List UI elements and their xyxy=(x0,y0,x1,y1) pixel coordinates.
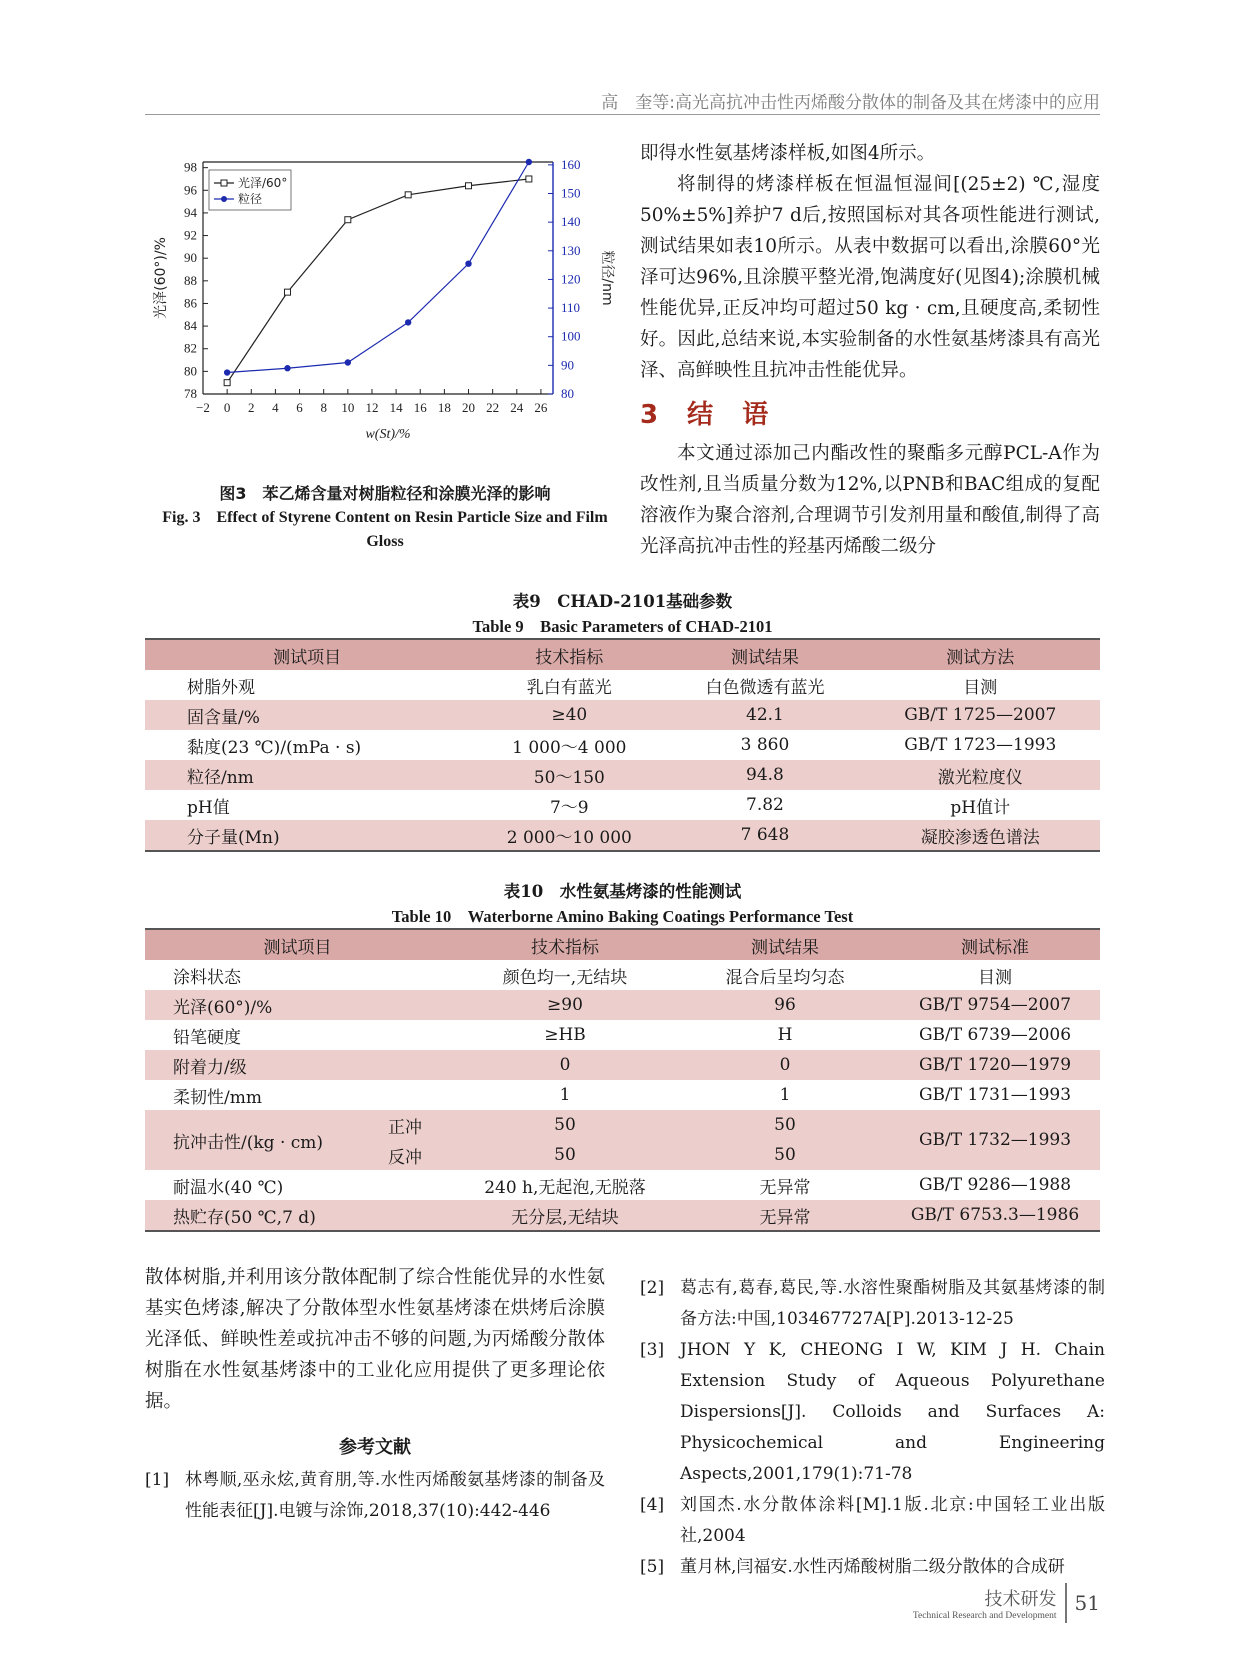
reference-text: 刘国杰.水分散体涂料[M].1版.北京:中国轻工业出版社,2004 xyxy=(680,1495,1105,1546)
y-tick-label: 84 xyxy=(184,318,197,334)
table-cell: 粒径/nm xyxy=(187,767,254,788)
x-tick-label: 0 xyxy=(223,400,231,415)
table-row xyxy=(145,990,1100,1020)
reference-number: [1] xyxy=(145,1470,170,1490)
table-cell: 94.8 xyxy=(746,765,784,785)
y2-tick-label: 150 xyxy=(561,185,581,201)
data-point xyxy=(405,192,411,198)
column-header: 测试项目 xyxy=(263,937,332,958)
footer-section-cn: 技术研发 xyxy=(984,1589,1057,1610)
y2-tick-label: 90 xyxy=(561,357,574,373)
table-cell: 0 xyxy=(779,1055,791,1075)
table-cell: 240 h,无起泡,无脱落 xyxy=(484,1177,646,1198)
data-point xyxy=(465,260,471,266)
table-cell: H xyxy=(777,1025,793,1045)
table-cell: GB/T 1720—1979 xyxy=(918,1055,1072,1075)
table-cell: 0 xyxy=(559,1055,571,1075)
table-cell: 耐温水(40 ℃) xyxy=(173,1177,284,1198)
table-9-caption-en: Table 9 Basic Parameters of CHAD-2101 xyxy=(472,617,773,636)
table-cell: pH值 xyxy=(187,797,230,818)
table-cell: GB/T 9754—2007 xyxy=(918,995,1072,1015)
table-row xyxy=(145,760,1100,790)
table-cell: 1 xyxy=(779,1085,791,1105)
reference-item xyxy=(640,1273,1105,1335)
section-heading: 3 结 语 xyxy=(640,400,779,430)
table-cell: 7.82 xyxy=(746,795,784,815)
legend-marker xyxy=(221,196,227,202)
x-tick-label: 22 xyxy=(486,400,500,415)
y2-tick-label: 130 xyxy=(561,242,581,258)
table-header-row xyxy=(145,929,1100,960)
table-cell: 正冲 xyxy=(388,1117,422,1138)
table-10 xyxy=(145,928,1100,1232)
reference-number: [3] xyxy=(640,1340,665,1360)
reference-item xyxy=(145,1465,605,1527)
table-row xyxy=(145,1050,1100,1080)
references-title: 参考文献 xyxy=(339,1437,411,1458)
y2-tick-label: 160 xyxy=(561,156,581,172)
y2-tick-label: 100 xyxy=(561,328,581,344)
table-cell: GB/T 1725—2007 xyxy=(904,705,1057,725)
table-cell: 颜色均一,无结块 xyxy=(502,967,628,988)
data-point xyxy=(224,369,230,375)
reference-text: 林粤顺,巫永炫,黄育朋,等.水性丙烯酸氨基烤漆的制备及性能表征[J].电镀与涂饰,2018,37(10):442-446 xyxy=(185,1470,605,1521)
figure-caption-cn: 图3 苯乙烯含量对树脂粒径和涂膜光泽的影响 xyxy=(219,484,551,503)
column-header: 测试结果 xyxy=(751,937,819,958)
data-point xyxy=(526,176,532,182)
y-tick-label: 90 xyxy=(184,250,197,266)
table-cell: 热贮存(50 ℃,7 d) xyxy=(173,1207,316,1228)
x-tick-label: 4 xyxy=(272,400,279,415)
references-list-right xyxy=(640,1273,1105,1583)
data-point xyxy=(284,365,290,371)
table-cell: 50 xyxy=(774,1145,796,1165)
y-tick-label: 78 xyxy=(184,386,197,401)
x-tick-label: 12 xyxy=(365,400,379,415)
table-cell: GB/T 1723—1993 xyxy=(904,735,1057,755)
table-cell: GB/T 1732—1993 xyxy=(918,1130,1072,1150)
reference-number: [2] xyxy=(640,1278,665,1298)
table-cell: 反冲 xyxy=(388,1147,422,1168)
table-cell: 50 xyxy=(774,1115,796,1135)
table-row xyxy=(145,700,1100,730)
table-row xyxy=(145,790,1100,820)
column-header: 技术指标 xyxy=(535,647,604,668)
table-cell: 附着力/级 xyxy=(173,1057,247,1078)
table-row xyxy=(145,730,1100,760)
table-cell: 50 xyxy=(554,1145,576,1165)
table-row xyxy=(145,1200,1100,1231)
table-cell: 无分层,无结块 xyxy=(511,1207,619,1228)
table-cell: 2 000～10 000 xyxy=(506,827,632,848)
y2-axis-label: 粒径/nm xyxy=(599,250,615,306)
y-tick-label: 82 xyxy=(184,340,197,356)
table-cell: 树脂外观 xyxy=(187,677,255,698)
y-tick-label: 86 xyxy=(184,295,197,311)
table-cell: 50 xyxy=(554,1115,576,1135)
reference-number: [4] xyxy=(640,1495,665,1515)
legend-label: 光泽/60° xyxy=(238,176,288,190)
table-cell: GB/T 1731—1993 xyxy=(918,1085,1072,1105)
table-cell: 96 xyxy=(774,995,796,1015)
table-cell: 目测 xyxy=(963,677,998,698)
table-cell: 3 860 xyxy=(740,735,790,755)
page-footer xyxy=(913,1583,1100,1623)
table-cell: 分子量(Mn) xyxy=(187,827,280,848)
table-cell: 无异常 xyxy=(759,1207,811,1228)
reference-number: [5] xyxy=(640,1557,665,1577)
y-tick-label: 88 xyxy=(184,272,197,288)
right-column-text xyxy=(640,138,1100,562)
column-header: 测试标准 xyxy=(961,937,1029,958)
table-row xyxy=(145,1020,1100,1050)
x-tick-label: 24 xyxy=(510,400,524,415)
table-cell: 激光粒度仪 xyxy=(937,767,1023,788)
table-cell: 7 648 xyxy=(740,825,790,845)
table-cell: 光泽(60°)/% xyxy=(173,997,273,1018)
table-cell: ≥90 xyxy=(547,995,583,1015)
table-cell: GB/T 6739—2006 xyxy=(918,1025,1072,1045)
legend-label: 粒径 xyxy=(238,192,263,206)
y2-tick-label: 110 xyxy=(561,300,581,316)
x-tick-label: 2 xyxy=(248,400,255,415)
data-point xyxy=(405,319,411,325)
x-tick-label: 14 xyxy=(389,400,403,415)
paragraph: 将制得的烤漆样板在恒温恒湿间[(25±2) ℃,湿度50%±5%]养护7 d后,按照国标对其各项性能进行测试,测试结果如表10所示。从表中数据可以看出,涂膜60°光泽可达96%,且涂膜平整光滑,饱满度好(见图4);涂膜机械性能优异,正反冲均可超过50 kg · cm,且硬度高,柔韧性好。因此,总结来说,本实验制备的水性氨基烤漆具有高光泽、高鲜映性且抗冲击性能优异。 xyxy=(640,174,1100,381)
x-axis-label: w(St)/% xyxy=(365,427,411,442)
data-point xyxy=(526,159,532,165)
y2-tick-label: 120 xyxy=(561,271,581,287)
reference-item xyxy=(640,1552,1105,1583)
table-9 xyxy=(145,638,1100,852)
x-tick-label: 26 xyxy=(534,400,548,415)
table-cell: 抗冲击性/(kg · cm) xyxy=(173,1132,324,1153)
footer-section-en: Technical Research and Development xyxy=(912,1611,1057,1621)
table-cell: GB/T 9286—1988 xyxy=(918,1175,1072,1195)
table-cell: 固含量/% xyxy=(187,707,260,728)
y2-tick-label: 80 xyxy=(561,386,574,401)
bottom-left-column xyxy=(145,1262,605,1527)
table-header-row xyxy=(145,639,1100,670)
table-cell: 1 xyxy=(559,1085,571,1105)
reference-text: 葛志有,葛春,葛民,等.水溶性聚酯树脂及其氨基烤漆的制备方法:中国,103467727A[P].2013-12-25 xyxy=(680,1278,1105,1329)
reference-text: JHON Y K, CHEONG I W, KIM J H. Chain Extension Study of Aqueous Polyurethane Dispersions[J]. Colloids and Surfaces A: Physicochemical and Engineering Aspects,2001,179(1):71-78 xyxy=(680,1340,1105,1484)
table-cell: 柔韧性/mm xyxy=(173,1087,262,1108)
table-cell: pH值计 xyxy=(950,797,1011,818)
y-tick-label: 92 xyxy=(184,227,197,243)
table-row xyxy=(145,1170,1100,1200)
table-cell: 白色微透有蓝光 xyxy=(705,677,825,698)
table-cell: 混合后呈均匀态 xyxy=(725,967,845,988)
x-tick-label: 20 xyxy=(462,400,476,415)
table-cell: 无异常 xyxy=(759,1177,811,1198)
y-tick-label: 80 xyxy=(184,363,197,379)
data-point xyxy=(284,289,290,295)
figure-caption-en: Fig. 3 Effect of Styrene Content on Resin Particle Size and Film Gloss xyxy=(162,509,608,550)
y-tick-label: 94 xyxy=(184,204,197,220)
column-header: 技术指标 xyxy=(531,937,599,958)
table-row xyxy=(145,670,1100,700)
running-header: 高 奎等:高光高抗冲击性丙烯酸分散体的制备及其在烤漆中的应用 xyxy=(145,84,1100,115)
table-row xyxy=(145,1080,1100,1110)
table-cell: ≥HB xyxy=(544,1025,586,1045)
paragraph: 散体树脂,并利用该分散体配制了综合性能优异的水性氨基实色烤漆,解决了分散体型水性氨基烤漆在烘烤后涂膜光泽低、鲜映性差或抗冲击不够的问题,为丙烯酸分散体树脂在水性氨基烤漆中的工业化应用提供了更多理论依据。 xyxy=(145,1267,605,1412)
table-cell: 铅笔硬度 xyxy=(173,1027,241,1048)
table-cell: 黏度(23 ℃)/(mPa · s) xyxy=(187,737,362,758)
table-row xyxy=(145,960,1100,990)
x-tick-label: −2 xyxy=(196,400,210,415)
x-tick-label: 16 xyxy=(413,400,427,415)
table-10-caption-en: Table 10 Waterborne Amino Baking Coatings Performance Test xyxy=(391,907,854,926)
column-header: 测试结果 xyxy=(730,647,799,668)
y-tick-label: 96 xyxy=(184,182,197,198)
table-9-caption-cn: 表9 CHAD-2101基础参数 xyxy=(512,592,733,611)
table-cell: 凝胶渗透色谱法 xyxy=(920,827,1040,848)
x-tick-label: 10 xyxy=(341,400,355,415)
data-point xyxy=(466,183,472,189)
y2-tick-label: 140 xyxy=(561,214,581,230)
table-cell: 7～9 xyxy=(549,797,589,818)
x-tick-label: 8 xyxy=(320,400,327,415)
paragraph: 本文通过添加己内酯改性的聚酯多元醇PCL-A作为改性剂,且当质量分数为12%,以PNB和BAC组成的复配溶液作为聚合溶剂,合理调节引发剂用量和酸值,制得了高光泽高抗冲击性的羟基丙烯酸二级分 xyxy=(640,443,1100,557)
gloss-particle-size-chart xyxy=(145,140,625,450)
column-header: 测试方法 xyxy=(946,647,1015,668)
page-number: 51 xyxy=(1074,1591,1100,1615)
reference-item xyxy=(640,1335,1105,1490)
data-point xyxy=(345,359,351,365)
table-cell: 涂料状态 xyxy=(173,967,241,988)
data-point xyxy=(345,217,351,223)
x-tick-label: 18 xyxy=(437,400,451,415)
reference-text: 董月林,闫福安.水性丙烯酸树脂二级分散体的合成研 xyxy=(680,1557,1065,1577)
table-cell: 乳白有蓝光 xyxy=(526,677,612,698)
references-list-left xyxy=(145,1465,605,1527)
table-cell: GB/T 6753.3—1986 xyxy=(910,1205,1080,1225)
table-cell: 50～150 xyxy=(533,767,605,788)
y-tick-label: 98 xyxy=(184,159,197,175)
table-cell: 1 000～4 000 xyxy=(512,737,627,758)
paragraph: 即得水性氨基烤漆样板,如图4所示。 xyxy=(640,143,936,164)
table-cell: ≥40 xyxy=(551,705,588,725)
column-header: 测试项目 xyxy=(273,647,342,668)
table-row xyxy=(145,820,1100,851)
data-point xyxy=(224,380,230,386)
x-tick-label: 6 xyxy=(296,400,303,415)
table-cell: 42.1 xyxy=(746,705,784,725)
y-axis-label: 光泽(60°)/% xyxy=(153,237,169,319)
table-cell: 目测 xyxy=(978,967,1012,988)
reference-item xyxy=(640,1490,1105,1552)
footer-divider xyxy=(1065,1583,1067,1623)
legend-marker xyxy=(221,180,227,186)
table-row xyxy=(145,1110,1100,1140)
table-10-caption-cn: 表10 水性氨基烤漆的性能测试 xyxy=(503,882,742,901)
